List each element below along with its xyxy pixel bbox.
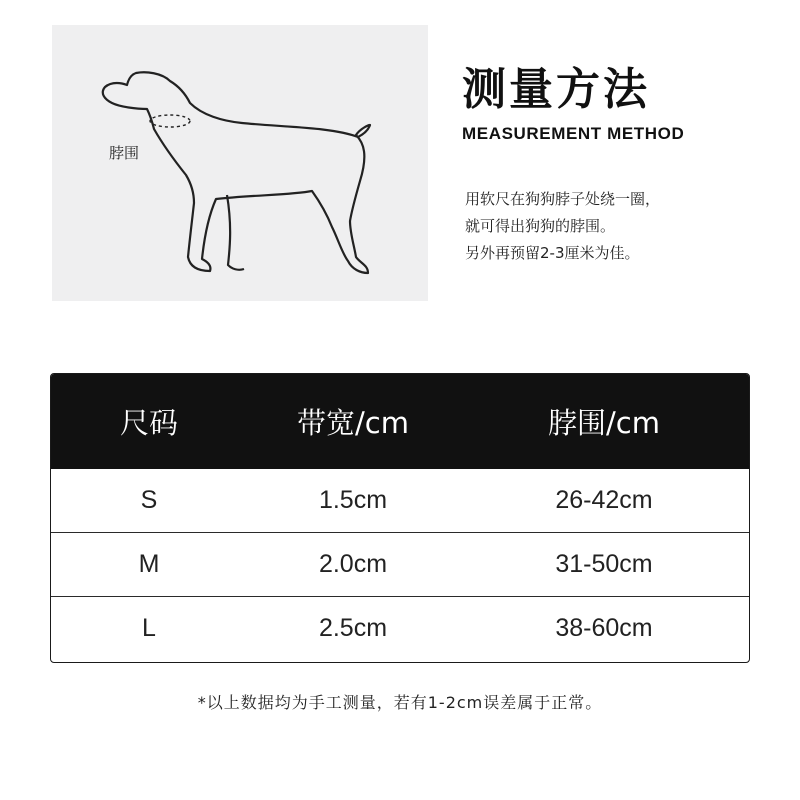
page-subtitle: MEASUREMENT METHOD: [462, 124, 685, 143]
description-line: 另外再预留2-3厘米为佳。: [465, 244, 640, 262]
table-cell-neck: 26-42cm: [555, 486, 653, 514]
measurement-description: [465, 186, 660, 267]
table-row: [51, 532, 749, 596]
table-cell-size: S: [140, 486, 158, 514]
dog-silhouette-icon: [52, 25, 428, 301]
page-title: 测量方法: [462, 64, 650, 115]
column-header-size: 尺码: [119, 406, 178, 440]
dog-illustration-panel: [52, 25, 428, 301]
table-header-row: [51, 374, 749, 469]
table-cell-neck: 31-50cm: [555, 550, 653, 578]
size-table: [50, 373, 750, 663]
title-block: [462, 62, 684, 144]
neck-label: 脖围: [109, 144, 140, 162]
table-cell-width: 2.0cm: [318, 550, 388, 578]
description-line: 就可得出狗狗的脖围。: [465, 217, 616, 235]
description-line: 用软尺在狗狗脖子处绕一圈，: [465, 190, 661, 208]
table-cell-width: 2.5cm: [318, 614, 388, 642]
column-header-width: 带宽/cm: [297, 406, 409, 440]
table-cell-neck: 38-60cm: [555, 614, 653, 642]
table-cell-size: L: [142, 614, 156, 642]
table-cell-width: 1.5cm: [318, 486, 388, 514]
table-row: [51, 596, 749, 660]
table-cell-size: M: [138, 550, 160, 578]
table-row: [51, 469, 749, 532]
column-header-neck: 脖围/cm: [548, 406, 660, 440]
footnote: *以上数据均为手工测量，若有1-2cm误差属于正常。: [197, 693, 603, 712]
